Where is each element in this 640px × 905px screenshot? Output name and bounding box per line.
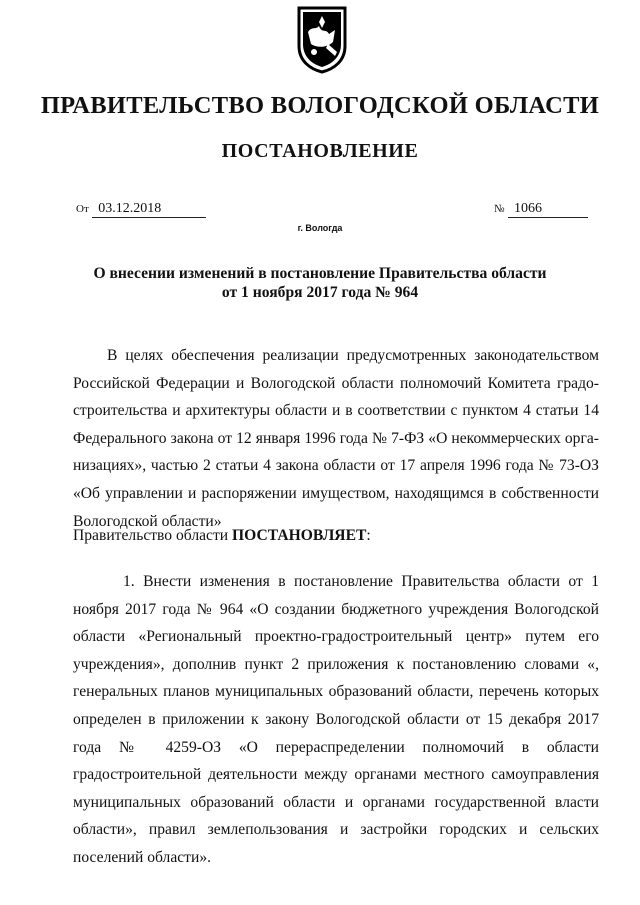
number-value: 1066 [508, 201, 588, 218]
heading-line-1: О внесении изменений в постановление Правительства области [93, 265, 547, 282]
decree-prefix: Правительство области [73, 527, 233, 544]
number-prefix: № [494, 203, 505, 215]
decree-line [73, 522, 599, 550]
number-field [494, 201, 588, 218]
decree-word: ПОСТАНОВЛЯЕТ [232, 527, 367, 544]
government-title: ПРАВИТЕЛЬСТВО ВОЛОГОДСКОЙ ОБЛАСТИ [40, 92, 600, 119]
date-field [76, 201, 206, 218]
item-1-paragraph: 1. Внести изменения в постановление Правительства области от 1 ноября 2017 года № 964 «О создании бюджетного учреждения Вологодской области «Региональный проектно-градостроительный центр» путем его учреждения», дополнив пункт 2 приложения к постановлению словами «, генеральных планов муниципальных образований области, перечень которых определен в приложении к закону Вологодской области от 15 декабря 2017 года № 4259-ОЗ «О перераспределении полномочий в области градостроительной деятельности между органами местного самоуправления муниципальных образований области и органами государственной власти области», правил землепользования и застройки городских и сельских поселений области». [73, 573, 599, 866]
document-heading [80, 264, 560, 302]
heading-line-2: от 1 ноября 2017 года № 964 [221, 284, 419, 301]
coat-of-arms-icon [295, 4, 349, 74]
preamble-paragraph: В целях обеспечения реализации предусмотренных законодательством Российской Федерации и Вологодской области полномочий Комитета градо-строительства и архитектуры области и в соответствии с пунктом 4 статьи 14 Федерального закона от 12 января 1996 года № 7-ФЗ «О некоммерческих орга-низациях», частью 2 статьи 4 закона области от 17 апреля 1996 года № 73-ОЗ «Об управлении и распоряжении имуществом, находящимся в собственности Вологодской области» [73, 347, 599, 530]
document-type: ПОСТАНОВЛЕНИЕ [221, 140, 419, 162]
date-prefix: От [76, 203, 89, 215]
decree-suffix: : [366, 527, 371, 544]
date-value: 03.12.2018 [92, 201, 206, 218]
city-label: г. Вологда [297, 223, 343, 233]
